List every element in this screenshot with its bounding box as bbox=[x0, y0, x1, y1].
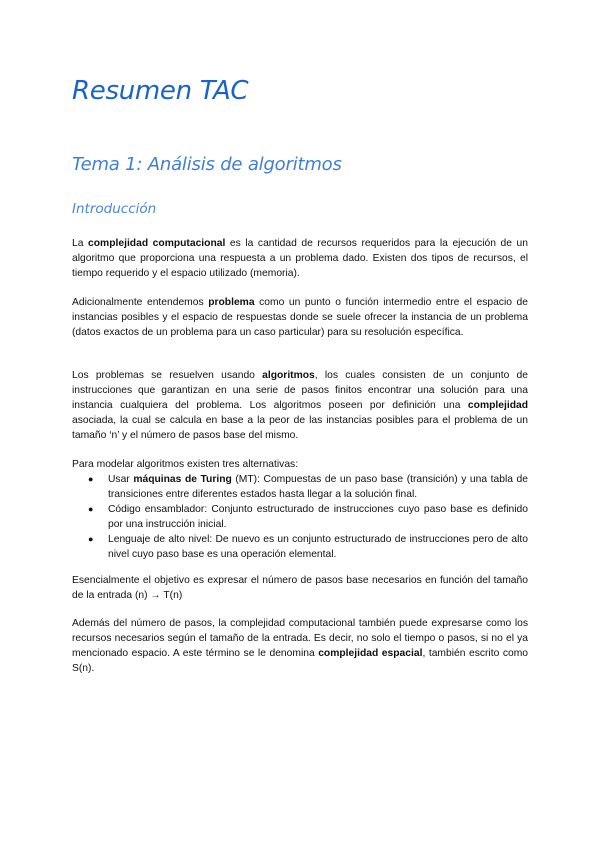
bullet-icon: ● bbox=[88, 474, 94, 484]
paragraph-algoritmos: Los problemas se resuelven usando algoritmos, los cuales consisten de un conjunto de instrucciones que garantizan en una serie de pasos finitos encontrar una solución para una instancia cualquiera del problema. Los algoritmos poseen por definición una complejidad asociada, la cual se calcula en base a la peor de las instancias posibles para el problema de un tamaño ‘n’ y el número de pasos base del mismo. bbox=[72, 370, 528, 441]
paragraph-objetivo: Esencialmente el objetivo es expresar el número de pasos base necesarios en función del tamaño de la entrada (n) → T(n) bbox=[72, 575, 528, 601]
paragraph-complejidad: La complejidad computacional es la cantidad de recursos requeridos para la ejecución de un algoritmo que proporciona una respuesta a un problema dado. Existen dos tipos de recursos, el tiempo requerido y el espacio utilizado (memoria). bbox=[72, 238, 528, 279]
alternatives-list bbox=[72, 457, 528, 562]
list-item: ● Código ensamblador: Conjunto estructurado de instrucciones cuyo paso base es definido por una instrucción inicial. bbox=[88, 504, 528, 530]
chapter-heading: Tema 1: Análisis de algoritmos bbox=[72, 154, 342, 175]
bullet-icon: ● bbox=[88, 504, 94, 514]
list-item: ● Lenguaje de alto nivel: De nuevo es un conjunto estructurado de instrucciones pero de alto nivel cuyo paso base es una operación elemental. bbox=[88, 534, 528, 560]
paragraph-complejidad-espacial: Además del número de pasos, la complejidad computacional también puede expresarse como los recursos necesarios según el tamaño de la entrada. Es decir, no solo el tiempo o pasos, si no el ya mencionado espacio. A este término se le denomina complejidad espacial, también escrito como S(n). bbox=[72, 618, 528, 674]
bullet-icon: ● bbox=[88, 534, 94, 544]
list-item: ● Usar máquinas de Turing (MT): Compuestas de un paso base (transición) y una tabla de transiciones entre diferentes estados hasta llegar a la solución final. bbox=[88, 474, 528, 500]
section-heading: Introducción bbox=[72, 201, 157, 217]
document-title: Resumen TAC bbox=[72, 76, 249, 106]
paragraph-problema: Adicionalmente entendemos problema como un punto o función intermedio entre el espacio de instancias posibles y el espacio de respuestas donde se suele ofrecer la instancia de un problema (datos exactos de un problema para un caso particular) para su resolución específica. bbox=[72, 297, 528, 338]
list-intro: Para modelar algoritmos existen tres alternativas: bbox=[72, 459, 299, 470]
